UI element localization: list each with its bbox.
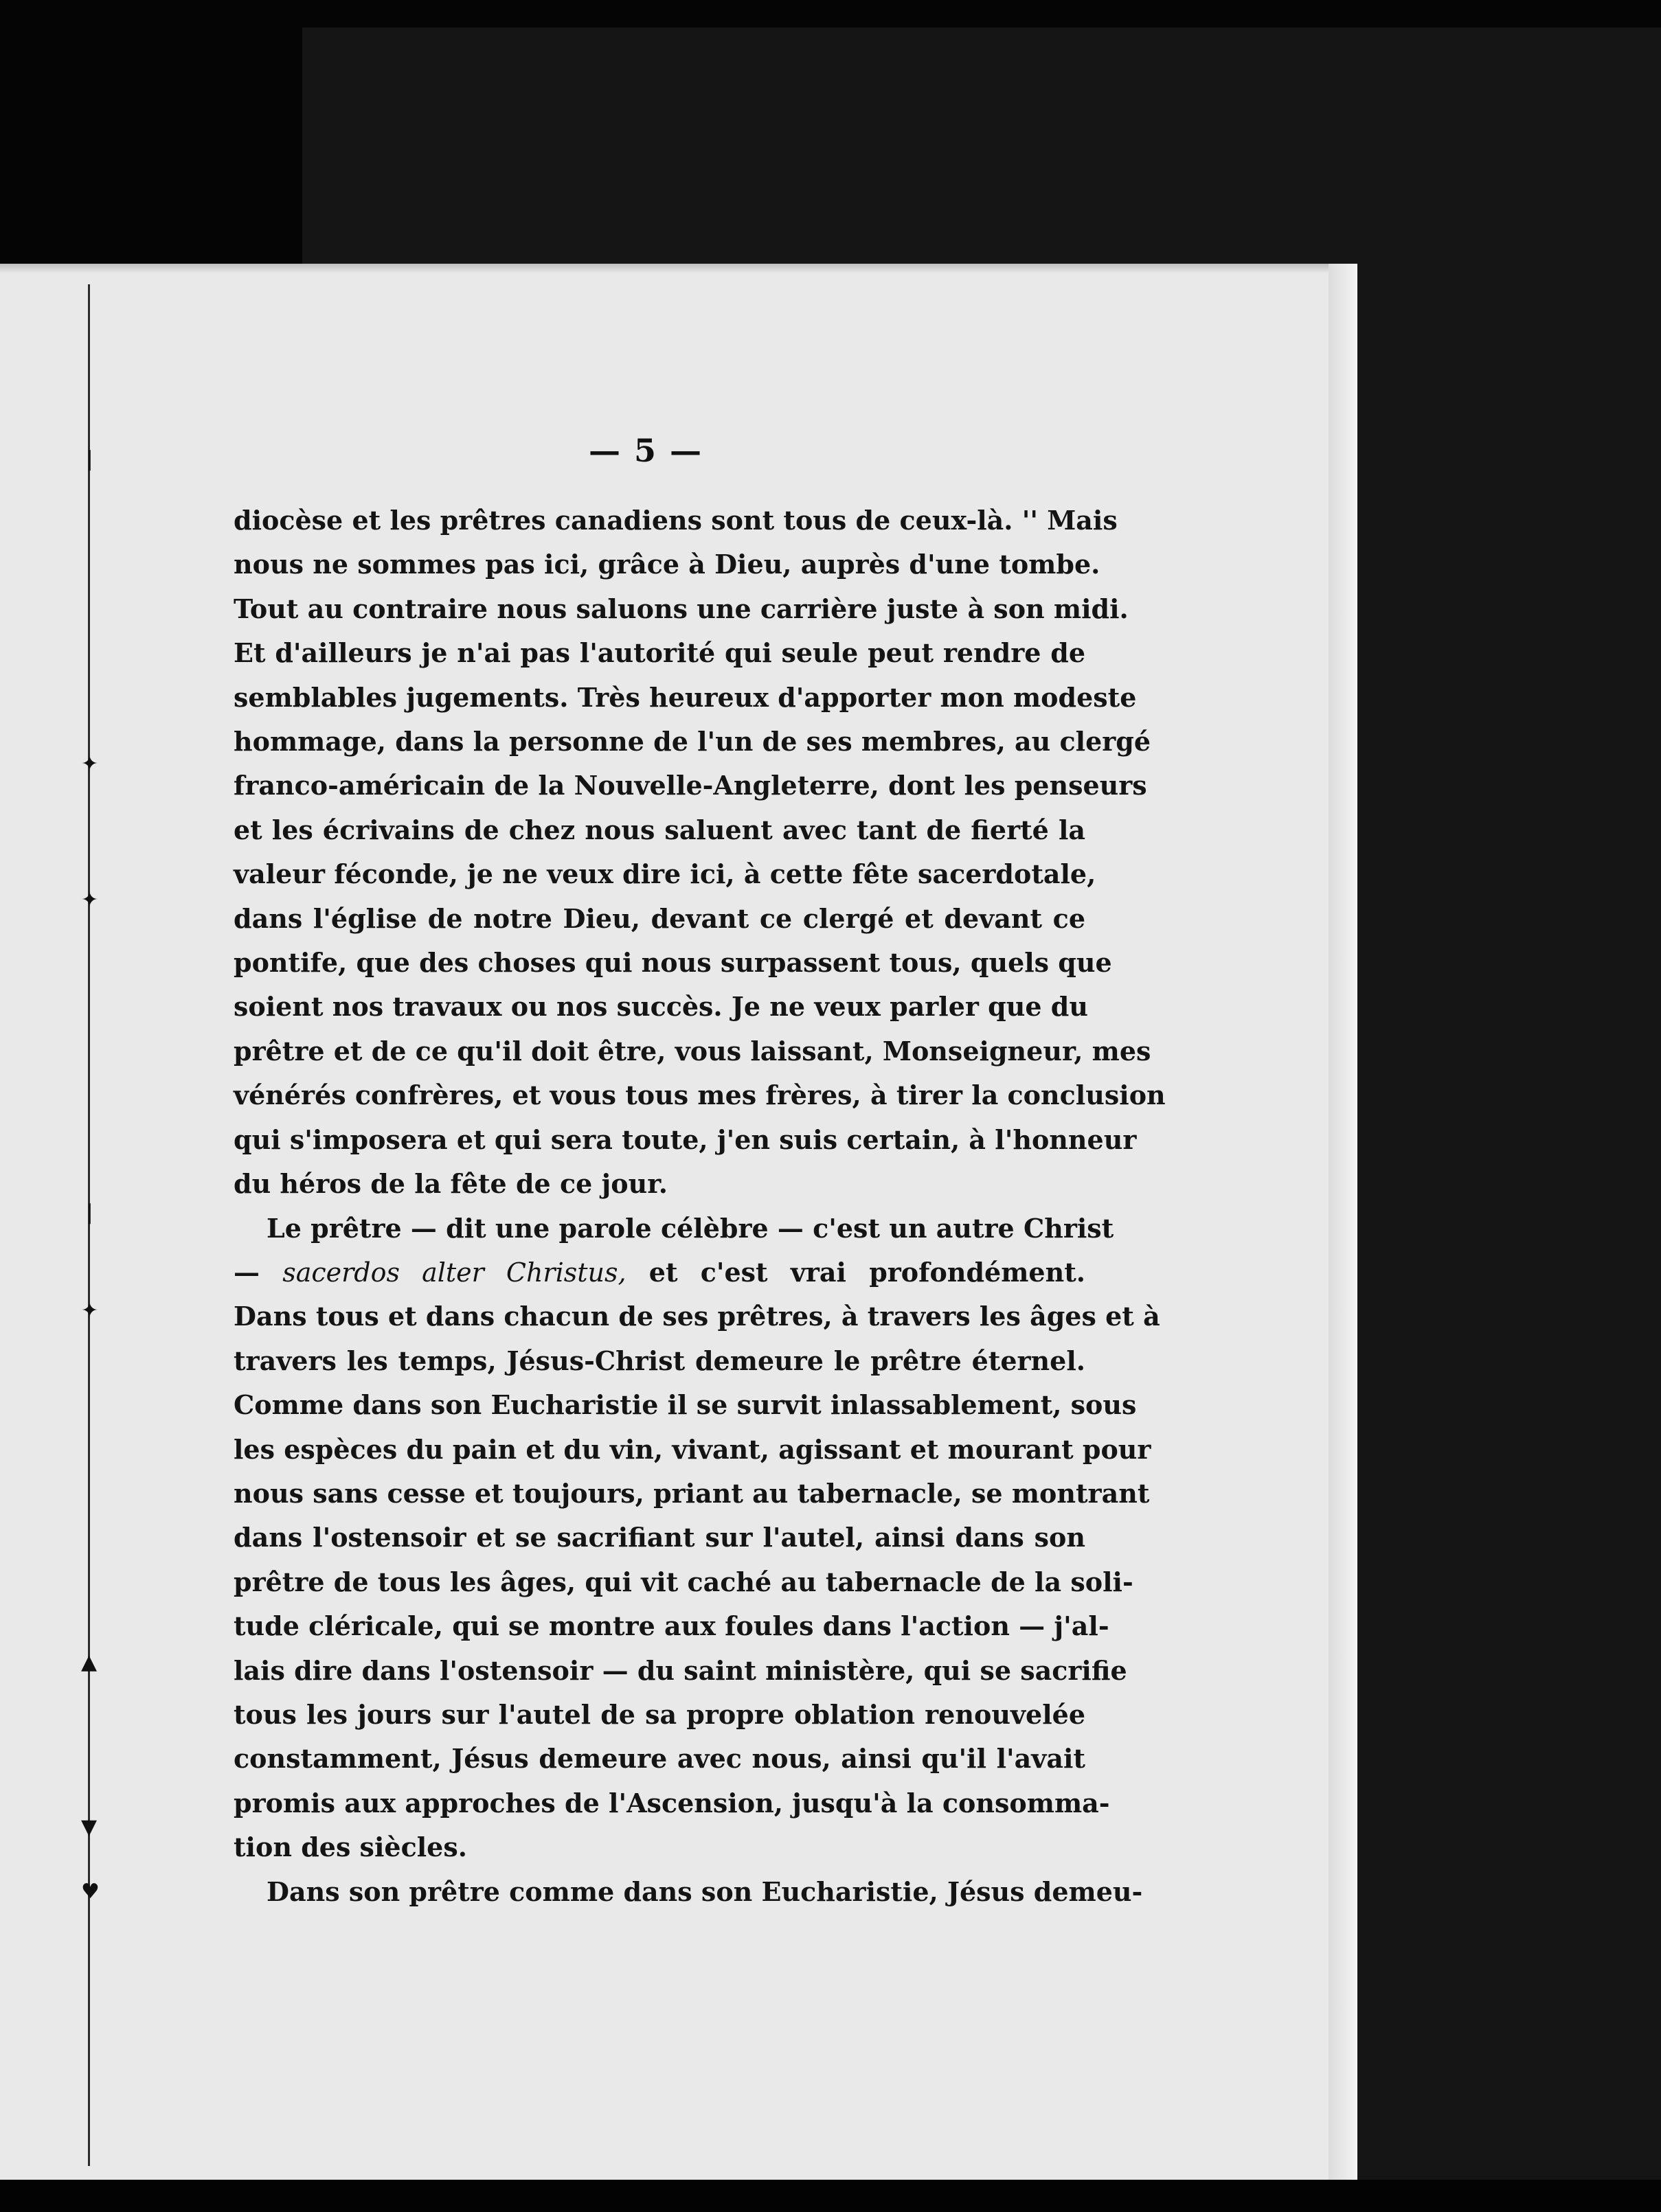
text-line: dans l'ostensoir et se sacrifiant sur l'autel, ainsi dans son xyxy=(234,1522,1085,1553)
text-line: vénérés confrères, et vous tous mes frères, à tirer la conclusion xyxy=(234,1080,1166,1111)
binding-mark: ❘ xyxy=(81,447,99,471)
text-line: Et d'ailleurs je n'ai pas l'autorité qui seule peut rendre de xyxy=(234,637,1085,669)
text-line: pontife, que des choses qui nous surpassent tous, quels que xyxy=(234,947,1112,979)
text-line-with-italic: — sacerdos alter Christus, et c'est vrai profondément. xyxy=(234,1256,1085,1288)
text-line: semblables jugements. Très heureux d'apporter mon modeste xyxy=(234,681,1137,713)
text-line: prêtre et de ce qu'il doit être, vous laissant, Monseigneur, mes xyxy=(234,1035,1151,1067)
binding-mark: ✦ xyxy=(81,1299,99,1323)
text-line: Le prêtre — dit une parole célèbre — c'est un autre Christ xyxy=(267,1212,1114,1244)
text-line: les espèces du pain et du vin, vivant, agissant et mourant pour xyxy=(234,1433,1151,1465)
binding-mark: ❘ xyxy=(81,1200,99,1224)
body-text xyxy=(234,499,1166,1914)
page-right-edge xyxy=(1329,264,1357,2180)
text-line: valeur féconde, je ne veux dire ici, à cette fête sacerdotale, xyxy=(234,858,1096,890)
text-line: du héros de la fête de ce jour. xyxy=(234,1168,668,1200)
text-line: Dans tous et dans chacun de ses prêtres, à travers les âges et à xyxy=(234,1301,1160,1332)
text-line: franco-américain de la Nouvelle-Angleterre, dont les penseurs xyxy=(234,770,1147,801)
text-line: tude cléricale, qui se montre aux foules dans l'action — j'al- xyxy=(234,1610,1109,1642)
text-line: Comme dans son Eucharistie il se survit inlassablement, sous xyxy=(234,1389,1137,1421)
book-page xyxy=(0,264,1357,2180)
text-line: lais dire dans l'ostensoir — du saint ministère, qui se sacrifie xyxy=(234,1654,1127,1686)
text-line: tous les jours sur l'autel de sa propre oblation renouvelée xyxy=(234,1698,1085,1730)
binding-mark: ▼ xyxy=(81,1815,98,1839)
binding-mark: ✦ xyxy=(81,752,99,776)
text-line: hommage, dans la personne de l'un de ses membres, au clergé xyxy=(234,726,1151,757)
text-line: prêtre de tous les âges, qui vit caché au tabernacle de la soli- xyxy=(234,1566,1133,1597)
binding-mark: ♥ xyxy=(81,1880,100,1904)
text-line: nous ne sommes pas ici, grâce à Dieu, auprès d'une tombe. xyxy=(234,549,1100,580)
binding-mark: ▲ xyxy=(81,1650,98,1674)
text-line: tion des siècles. xyxy=(234,1832,467,1863)
page-top-edge xyxy=(0,264,1333,273)
text-line: Tout au contraire nous saluons une carrière juste à son midi. xyxy=(234,593,1129,624)
page-number: — 5 — xyxy=(588,432,703,469)
text-line: qui s'imposera et qui sera toute, j'en suis certain, à l'honneur xyxy=(234,1124,1137,1155)
scan-footer-strip xyxy=(0,2180,1661,2212)
text-line: diocèse et les prêtres canadiens sont tous de ceux-là. '' Mais xyxy=(234,505,1118,536)
text-line: soient nos travaux ou nos succès. Je ne veux parler que du xyxy=(234,991,1088,1023)
italic-latin-phrase: sacerdos alter Christus, xyxy=(282,1257,626,1288)
text-line: constamment, Jésus demeure avec nous, ainsi qu'il l'avait xyxy=(234,1743,1085,1775)
text-line: et les écrivains de chez nous saluent avec tant de fierté la xyxy=(234,814,1085,845)
text-line: travers les temps, Jésus-Christ demeure le prêtre éternel. xyxy=(234,1345,1085,1376)
text-line: nous sans cesse et toujours, priant au tabernacle, se montrant xyxy=(234,1477,1150,1509)
text-line: dans l'église de notre Dieu, devant ce clergé et devant ce xyxy=(234,902,1085,934)
text-line: promis aux approches de l'Ascension, jusqu'à la consomma- xyxy=(234,1787,1110,1818)
text-line: Dans son prêtre comme dans son Eucharistie, Jésus demeu- xyxy=(267,1875,1143,1907)
binding-mark: ✦ xyxy=(81,888,99,912)
